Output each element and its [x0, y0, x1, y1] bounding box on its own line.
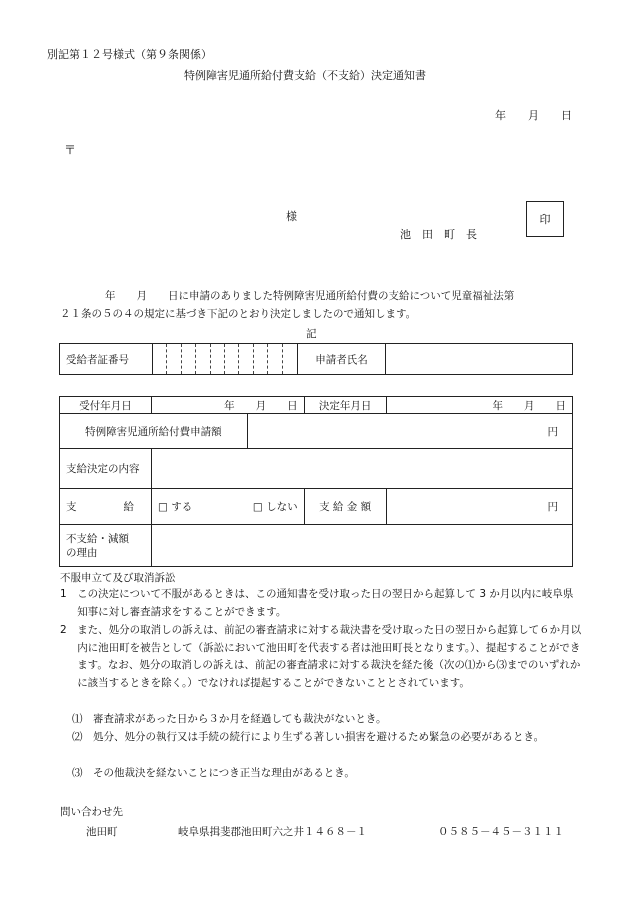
sub-1-text: 審査請求があった日から３か月を経過しても裁決がないとき。: [93, 713, 387, 725]
amount-applied-unit[interactable]: 円: [247, 414, 572, 449]
intro-line-2: ２１条の５の４の規定に基づき下記のとおり決定しましたので通知します。: [60, 308, 417, 320]
form-reference: 別記第１２号様式（第９条関係）: [47, 48, 212, 61]
sub-3-number: ⑶: [72, 767, 93, 779]
recipient-table: [59, 343, 573, 375]
item-1-number: 1: [60, 588, 78, 600]
postal-mark: 〒: [64, 143, 77, 157]
sub-2-number: ⑵: [72, 731, 93, 743]
notice-sub-1: [72, 711, 582, 729]
recipient-honorific: 様: [286, 210, 297, 223]
payment-label: 支 給: [60, 489, 152, 525]
issuer-name: 池 田 町 長: [400, 228, 477, 241]
option-yes[interactable]: □ する: [151, 489, 203, 525]
reason-value[interactable]: [151, 525, 572, 567]
issue-date: 年 月 日: [495, 109, 572, 122]
option-no[interactable]: □ しない: [203, 489, 304, 525]
sub-3-text: その他裁決を経ないことにつき正当な理由があるとき。: [93, 767, 355, 779]
seal-box: [526, 201, 564, 237]
reason-label-line-2: の理由: [66, 546, 98, 559]
amount-applied-label: 特例障害児通所給付費申請額: [60, 414, 248, 449]
sub-2-text: 処分、処分の執行又は手続の続行により生ずる著しい損害を避けるため緊急の必要があるとき。: [93, 731, 545, 743]
document-title: 特例障害児通所給付費支給（不支給）決定通知書: [184, 69, 426, 82]
item-2-text: また、処分の取消しの訴えは、前記の審査請求に対する裁決書を受け取った日の翌日から起算して６か月以内に池田町を被告として（訴訟において池田町を代表する者は池田町長となります。）、提起することができます。なお、処分の取消しの訴えは、前記の審査請求に対する裁決を経た後（次の⑴から⑶までのいずれかに該当するときを除く。）でなければ提起することができないこととされています。: [77, 624, 582, 689]
received-date-label: 受付年月日: [60, 397, 152, 414]
applicant-value[interactable]: [386, 344, 573, 375]
payment-amount-label: 支 給 金 額: [304, 489, 386, 525]
contact-phone: ０５８５－４５－３１１１: [438, 826, 564, 838]
applicant-label: 申請者氏名: [298, 344, 386, 375]
notice-sub-2: [72, 729, 582, 747]
notice-item-2: [60, 622, 582, 692]
intro-line-1: 年 月 日に申請のありました特例障害児通所給付費の支給について児童福祉法第: [105, 290, 515, 302]
decision-date-label: 決定年月日: [304, 397, 386, 414]
notice-heading: 不服申立て及び取消訴訟: [60, 572, 176, 584]
item-1-text: この決定について不服があるときは、この通知書を受け取った日の翌日から起算して 3 か月以内に岐阜県知事に対し審査請求をすることができます。: [77, 588, 574, 618]
ki-label: 記: [306, 328, 317, 340]
contact-org: 池田町: [86, 826, 118, 838]
payment-amount-unit[interactable]: 円: [386, 489, 572, 525]
content-label: 支給決定の内容: [60, 449, 152, 489]
decision-date-value[interactable]: 年 月 日: [386, 397, 572, 414]
cert-no-label: 受給者証番号: [60, 344, 153, 375]
sub-1-number: ⑴: [72, 713, 93, 725]
notice-item-1: [60, 586, 582, 621]
notice-sub-3: [72, 765, 582, 783]
item-2-number: 2: [60, 624, 78, 636]
received-date-value[interactable]: 年 月 日: [151, 397, 304, 414]
reason-label-line-1: 不支給・減額: [66, 532, 129, 545]
contact-heading: 問い合わせ先: [60, 806, 123, 818]
decision-table: [59, 396, 573, 567]
seal-label: 印: [539, 213, 551, 226]
cert-no-cells[interactable]: [153, 344, 298, 375]
content-value[interactable]: [151, 449, 572, 489]
reason-label: [60, 525, 152, 567]
contact-address: 岐阜県揖斐郡池田町六之井１４６８－１: [178, 826, 367, 838]
